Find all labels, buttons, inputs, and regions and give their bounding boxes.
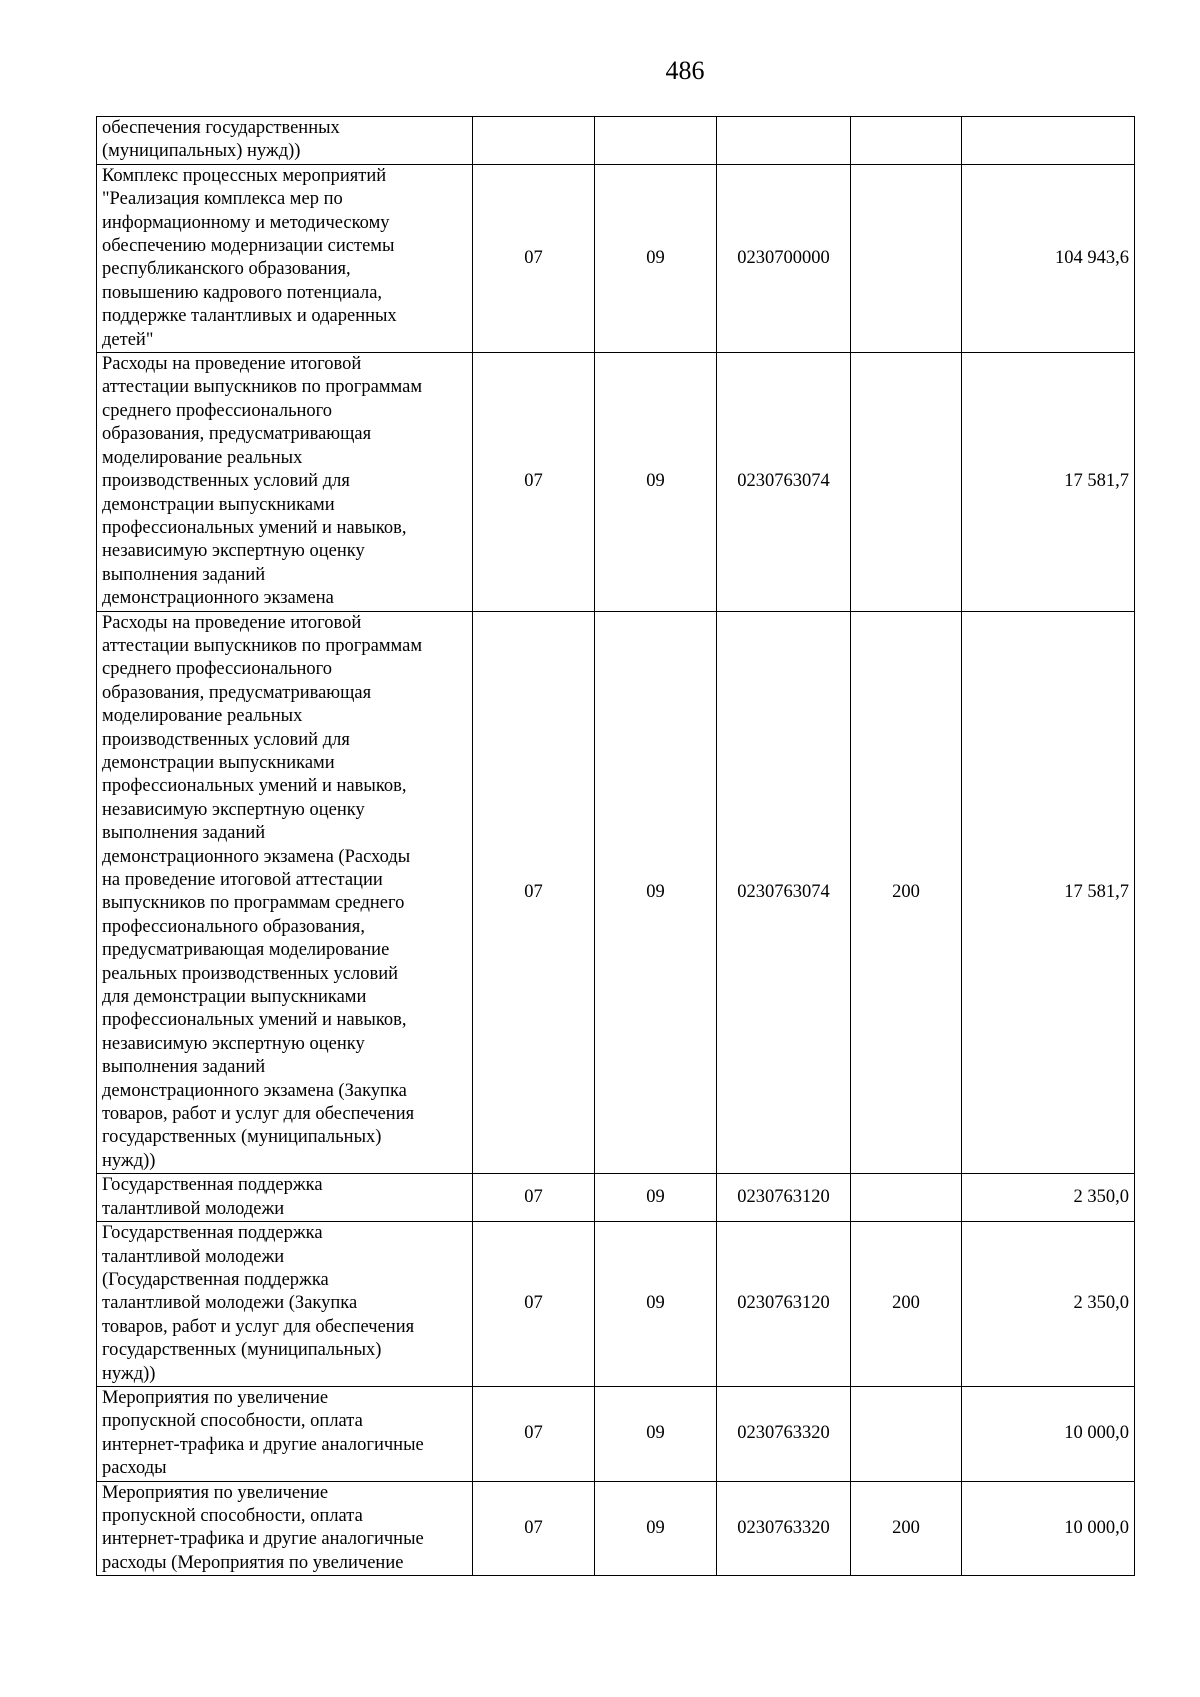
row-amount: 17 581,7 xyxy=(962,611,1135,1174)
row-subsection: 09 xyxy=(595,611,717,1174)
row-amount: 17 581,7 xyxy=(962,353,1135,611)
row-section: 07 xyxy=(473,1174,595,1222)
row-target-code xyxy=(717,117,851,165)
row-expense-type xyxy=(851,164,962,352)
row-name: Комплекс процессных мероприятий "Реализация комплекса мер по информационному и методическому обеспечению модернизации системы республиканского образования, повышению кадрового потенциала, поддержке талантливых и одаренных детей" xyxy=(97,164,473,352)
row-section: 07 xyxy=(473,1222,595,1387)
row-name: Мероприятия по увеличение пропускной способности, оплата интернет-трафика и другие аналогичные расходы xyxy=(97,1386,473,1481)
row-expense-type: 200 xyxy=(851,1222,962,1387)
page-number: 486 xyxy=(665,56,705,85)
row-target-code: 0230763120 xyxy=(717,1222,851,1387)
row-amount xyxy=(962,117,1135,165)
row-subsection: 09 xyxy=(595,1481,717,1576)
row-subsection: 09 xyxy=(595,1386,717,1481)
row-amount: 104 943,6 xyxy=(962,164,1135,352)
row-name: Расходы на проведение итоговой аттестации выпускников по программам среднего профессионального образования, предусматривающая моделирование реальных производственных условий для демонстрации выпускниками профессиональных умений и навыков, независимую экспертную оценку выполнения заданий демонстрационного экзамена xyxy=(97,353,473,611)
row-expense-type: 200 xyxy=(851,611,962,1174)
row-amount: 2 350,0 xyxy=(962,1222,1135,1387)
row-section: 07 xyxy=(473,1481,595,1576)
row-section xyxy=(473,117,595,165)
table-row xyxy=(97,117,1135,165)
row-target-code: 0230763074 xyxy=(717,611,851,1174)
row-expense-type xyxy=(851,117,962,165)
row-target-code: 0230763320 xyxy=(717,1481,851,1576)
row-target-code: 0230763320 xyxy=(717,1386,851,1481)
table-row xyxy=(97,1174,1135,1222)
row-name: обеспечения государственных (муниципальных) нужд)) xyxy=(97,117,473,165)
budget-table xyxy=(96,116,1135,1576)
row-subsection xyxy=(595,117,717,165)
table-row xyxy=(97,353,1135,611)
row-section: 07 xyxy=(473,1386,595,1481)
row-name: Мероприятия по увеличение пропускной способности, оплата интернет-трафика и другие аналогичные расходы (Мероприятия по увеличение xyxy=(97,1481,473,1576)
row-name: Расходы на проведение итоговой аттестации выпускников по программам среднего профессионального образования, предусматривающая моделирование реальных производственных условий для демонстрации выпускниками профессиональных умений и навыков, независимую экспертную оценку выполнения заданий демонстрационного экзамена (Расходы на проведение итоговой аттестации выпускников по программам среднего профессионального образования, предусматривающая моделирование реальных производственных условий для демонстрации выпускниками профессиональных умений и навыков, независимую экспертную оценку выполнения заданий демонстрационного экзамена (Закупка товаров, работ и услуг для обеспечения государственных (муниципальных) нужд)) xyxy=(97,611,473,1174)
table-row xyxy=(97,1386,1135,1481)
row-expense-type xyxy=(851,1174,962,1222)
row-name: Государственная поддержка талантливой молодежи (Государственная поддержка талантливой молодежи (Закупка товаров, работ и услуг для обеспечения государственных (муниципальных) нужд)) xyxy=(97,1222,473,1387)
row-expense-type xyxy=(851,1386,962,1481)
table-row xyxy=(97,164,1135,352)
table-row xyxy=(97,611,1135,1174)
row-amount: 10 000,0 xyxy=(962,1386,1135,1481)
row-name: Государственная поддержка талантливой молодежи xyxy=(97,1174,473,1222)
row-subsection: 09 xyxy=(595,164,717,352)
row-expense-type xyxy=(851,353,962,611)
row-section: 07 xyxy=(473,353,595,611)
row-expense-type: 200 xyxy=(851,1481,962,1576)
row-amount: 2 350,0 xyxy=(962,1174,1135,1222)
row-subsection: 09 xyxy=(595,1174,717,1222)
row-subsection: 09 xyxy=(595,1222,717,1387)
row-target-code: 0230763074 xyxy=(717,353,851,611)
row-section: 07 xyxy=(473,164,595,352)
table-row xyxy=(97,1481,1135,1576)
row-amount: 10 000,0 xyxy=(962,1481,1135,1576)
row-target-code: 0230763120 xyxy=(717,1174,851,1222)
row-subsection: 09 xyxy=(595,353,717,611)
table-row xyxy=(97,1222,1135,1387)
row-target-code: 0230700000 xyxy=(717,164,851,352)
row-section: 07 xyxy=(473,611,595,1174)
